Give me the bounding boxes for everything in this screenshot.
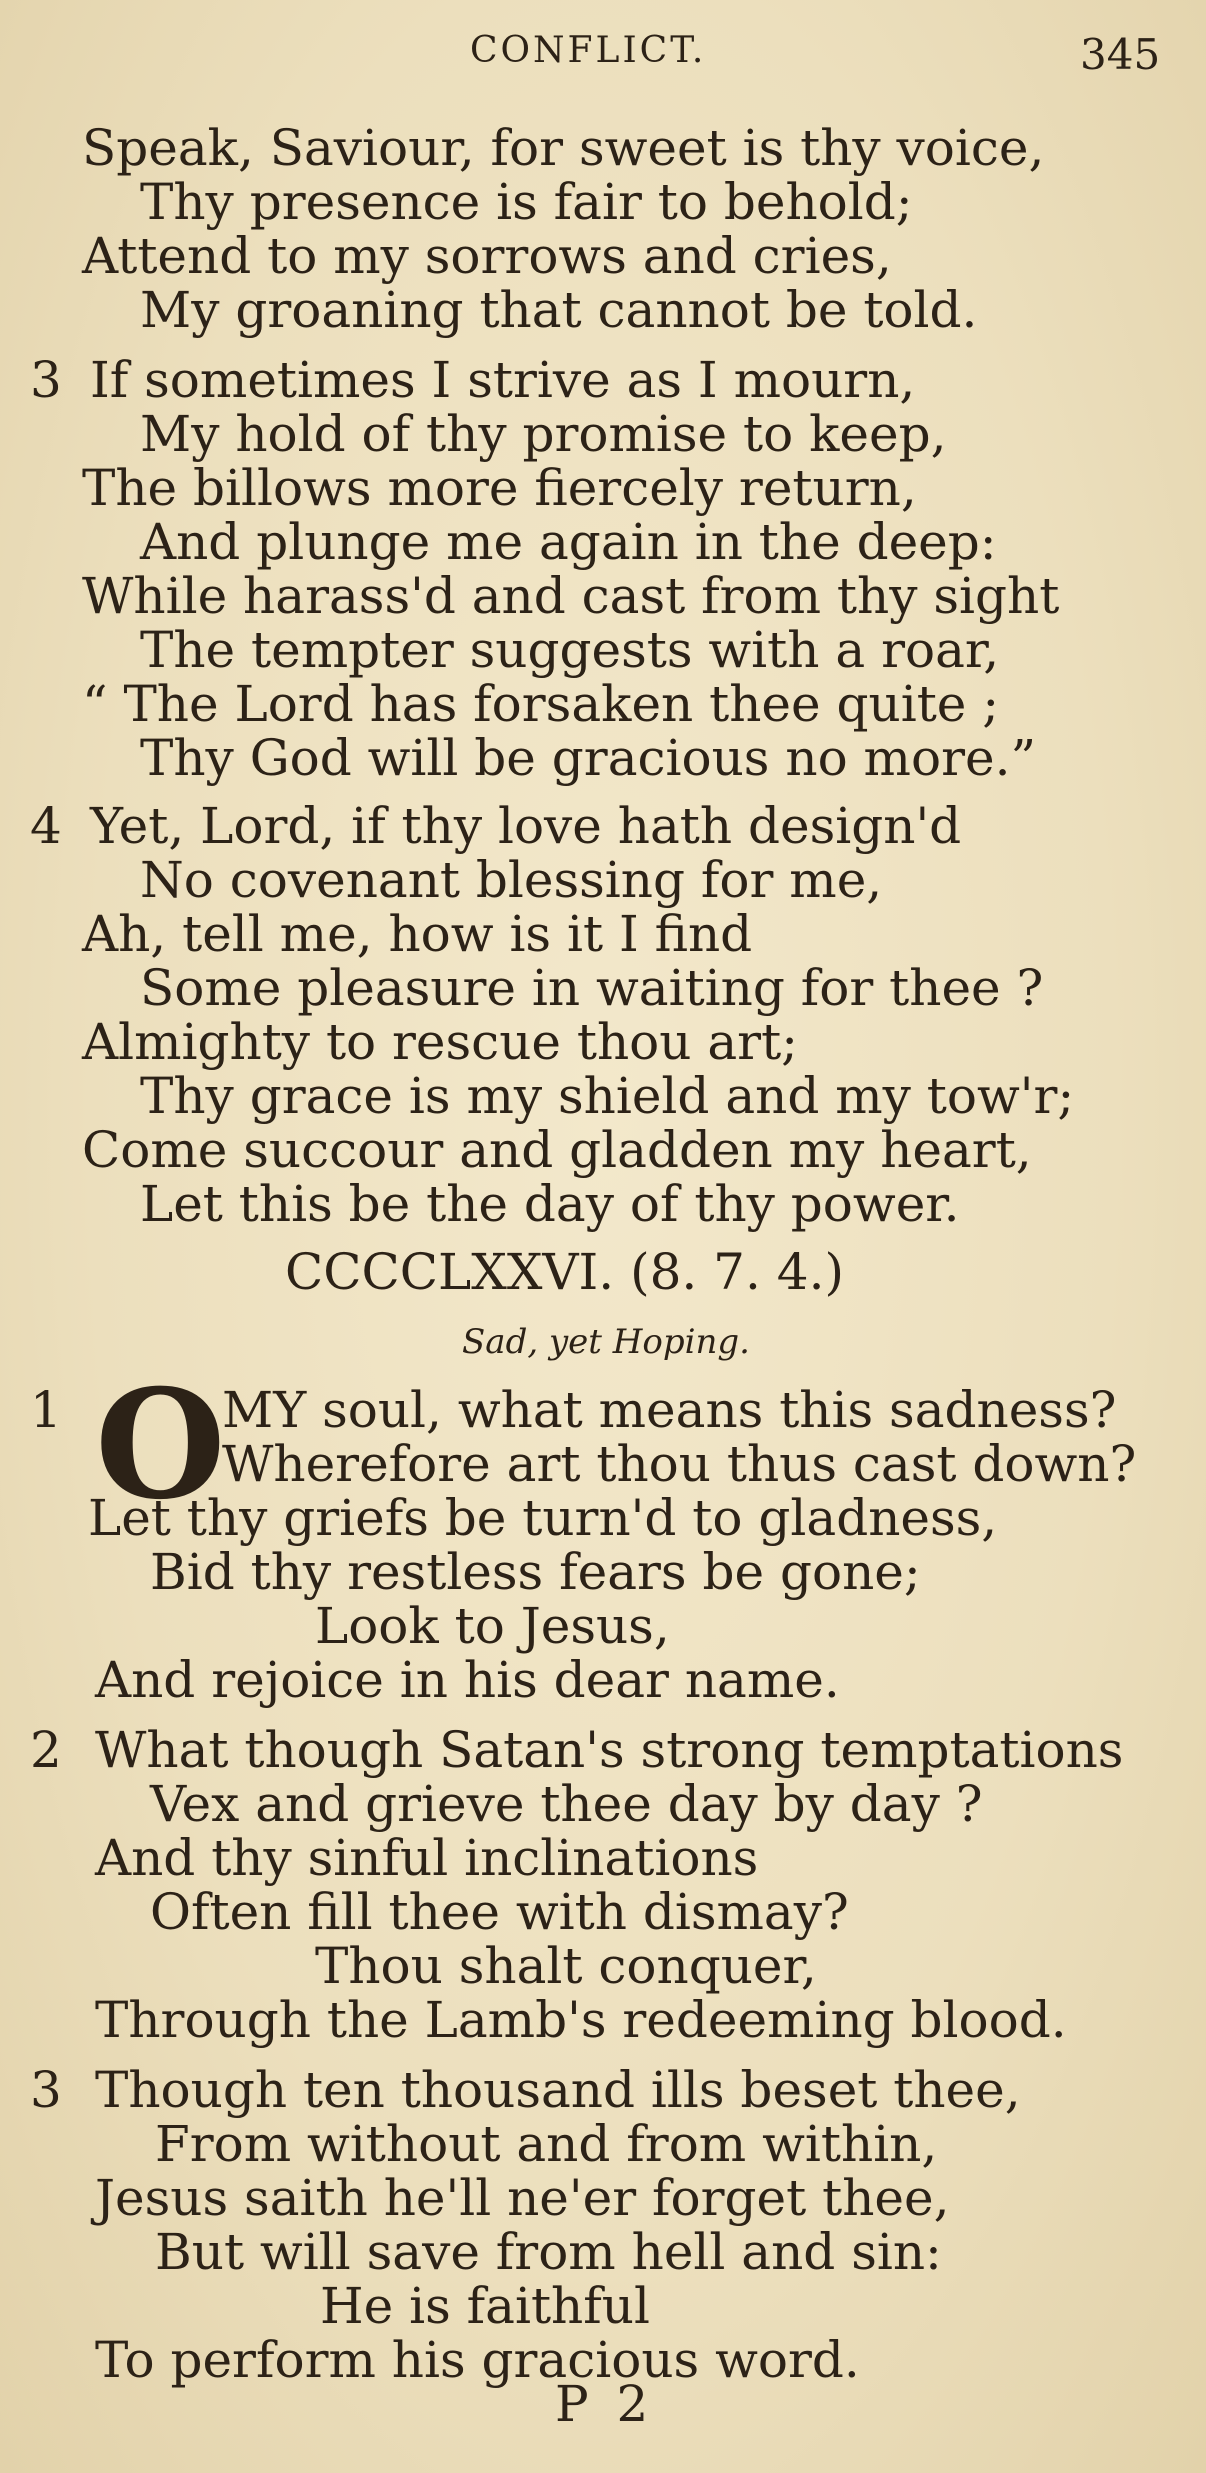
verse-line: And thy sinful inclinations xyxy=(95,1829,759,1887)
verse-line: “ The Lord has forsaken thee quite ; xyxy=(82,675,1000,733)
verse-line: Almighty to rescue thou art; xyxy=(82,1013,799,1071)
verse-line: Thy presence is fair to behold; xyxy=(140,173,913,231)
verse-line: Yet, Lord, if thy love hath design'd xyxy=(90,797,962,855)
running-header: CONFLICT. xyxy=(470,30,707,71)
verse-line: He is faithful xyxy=(320,2277,650,2335)
verse-line: Look to Jesus, xyxy=(315,1597,670,1655)
verse-line: Wherefore art thou thus cast down? xyxy=(222,1435,1137,1493)
verse-number: 1 xyxy=(30,1381,62,1439)
verse-line: From without and from within, xyxy=(155,2115,938,2173)
verse-line: Let this be the day of thy power. xyxy=(140,1175,960,1233)
verse-line: To perform his gracious word. xyxy=(95,2331,860,2389)
verse-line: Speak, Saviour, for sweet is thy voice, xyxy=(82,119,1045,177)
hymn-number-title: CCCCLXXVI. (8. 7. 4.) xyxy=(285,1243,844,1301)
verse-line: Though ten thousand ills beset thee, xyxy=(95,2061,1021,2119)
verse-number: 4 xyxy=(30,797,62,855)
verse-line: Vex and grieve thee day by day ? xyxy=(150,1775,983,1833)
verse-number: 3 xyxy=(30,351,62,409)
verse-line: Let thy griefs be turn'd to gladness, xyxy=(88,1489,998,1547)
hymn-subtitle: Sad, yet Hoping. xyxy=(462,1322,750,1362)
verse-line: And plunge me again in the deep: xyxy=(140,513,997,571)
verse-line: The tempter suggests with a roar, xyxy=(140,621,1000,679)
verse-line: Bid thy restless fears be gone; xyxy=(150,1543,921,1601)
verse-line: Often fill thee with dismay? xyxy=(150,1883,849,1941)
verse-line: Thou shalt conquer, xyxy=(315,1937,817,1995)
verse-number: 3 xyxy=(30,2061,62,2119)
verse-line: Some pleasure in waiting for thee ? xyxy=(140,959,1044,1017)
drop-cap: O xyxy=(95,1357,226,1533)
verse-line: Through the Lamb's redeeming blood. xyxy=(95,1991,1067,2049)
page-number: 345 xyxy=(1080,30,1161,79)
verse-line: While harass'd and cast from thy sight xyxy=(82,567,1060,625)
verse-line: Jesus saith he'll ne'er forget thee, xyxy=(95,2169,950,2227)
verse-line: Attend to my sorrows and cries, xyxy=(82,227,892,285)
verse-line: My hold of thy promise to keep, xyxy=(140,405,947,463)
verse-line: If sometimes I strive as I mourn, xyxy=(90,351,916,409)
verse-line: Ah, tell me, how is it I find xyxy=(82,905,753,963)
verse-line: Come succour and gladden my heart, xyxy=(82,1121,1032,1179)
verse-line: But will save from hell and sin: xyxy=(155,2223,942,2281)
verse-line: Thy God will be gracious no more.” xyxy=(140,729,1037,787)
verse-line: What though Satan's strong temptations xyxy=(95,1721,1124,1779)
verse-line: My groaning that cannot be told. xyxy=(140,281,978,339)
verse-line: The billows more fiercely return, xyxy=(82,459,917,517)
verse-line: No covenant blessing for me, xyxy=(140,851,883,909)
verse-line: MY soul, what means this sadness? xyxy=(222,1381,1117,1439)
verse-line: Thy grace is my shield and my tow'r; xyxy=(140,1067,1075,1125)
signature-mark: P 2 xyxy=(555,2375,655,2433)
verse-number: 2 xyxy=(30,1721,62,1779)
verse-line: And rejoice in his dear name. xyxy=(95,1651,840,1709)
